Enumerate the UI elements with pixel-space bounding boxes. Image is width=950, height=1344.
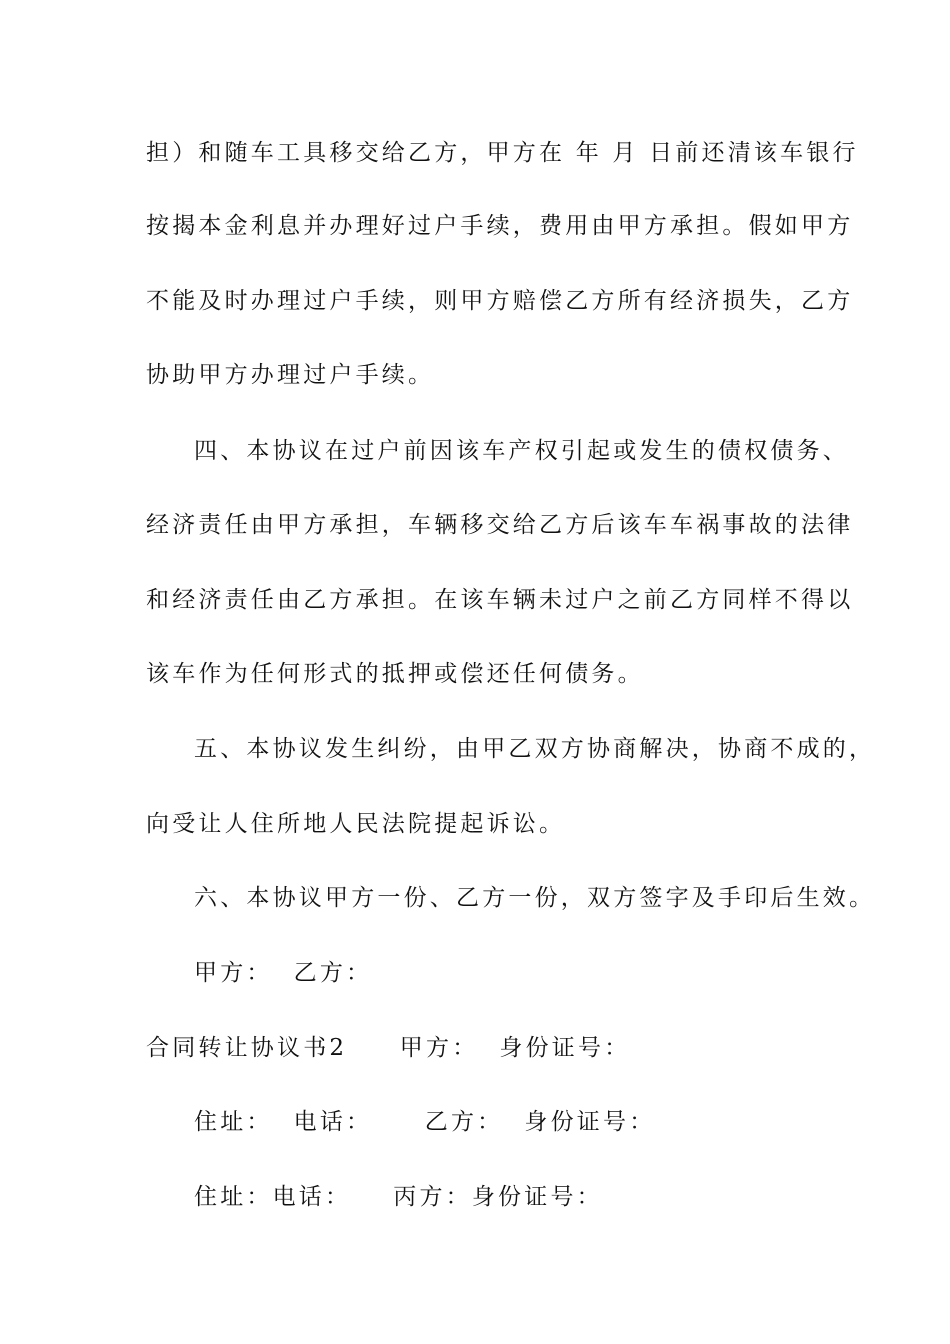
paragraph-line: 向受让人住所地人民法院提起诉讼。 — [146, 811, 566, 837]
party-info-line: 住址：电话： 丙方：身份证号： — [194, 1184, 603, 1210]
clause-five-line: 五、本协议发生纠纷，由甲乙双方协商解决，协商不成的， — [194, 736, 876, 762]
paragraph-line: 和经济责任由乙方承担。在该车辆未过户之前乙方同样不得以 — [146, 587, 854, 613]
paragraph-line: 该车作为任何形式的抵押或偿还任何债务。 — [146, 661, 644, 687]
paragraph-line: 担）和随车工具移交给乙方，甲方在 年 月 日前还清该车银行 — [146, 140, 859, 166]
paragraph-line: 协助甲方办理过户手续。 — [146, 362, 435, 388]
paragraph-line: 经济责任由甲方承担，车辆移交给乙方后该车车祸事故的法律 — [146, 512, 854, 538]
paragraph-line: 不能及时办理过户手续，则甲方赔偿乙方所有经济损失，乙方 — [146, 288, 854, 314]
clause-six-line: 六、本协议甲方一份、乙方一份，双方签字及手印后生效。 — [194, 885, 876, 911]
paragraph-line: 按揭本金利息并办理好过户手续，费用由甲方承担。假如甲方 — [146, 213, 854, 239]
clause-four-line: 四、本协议在过户前因该车产权引起或发生的债权债务、 — [194, 438, 849, 464]
signature-line: 甲方： 乙方： — [194, 960, 373, 986]
party-info-line: 住址： 电话： 乙方： 身份证号： — [194, 1109, 656, 1135]
contract-title-line: 合同转让协议书2 甲方： 身份证号： — [146, 1035, 631, 1061]
